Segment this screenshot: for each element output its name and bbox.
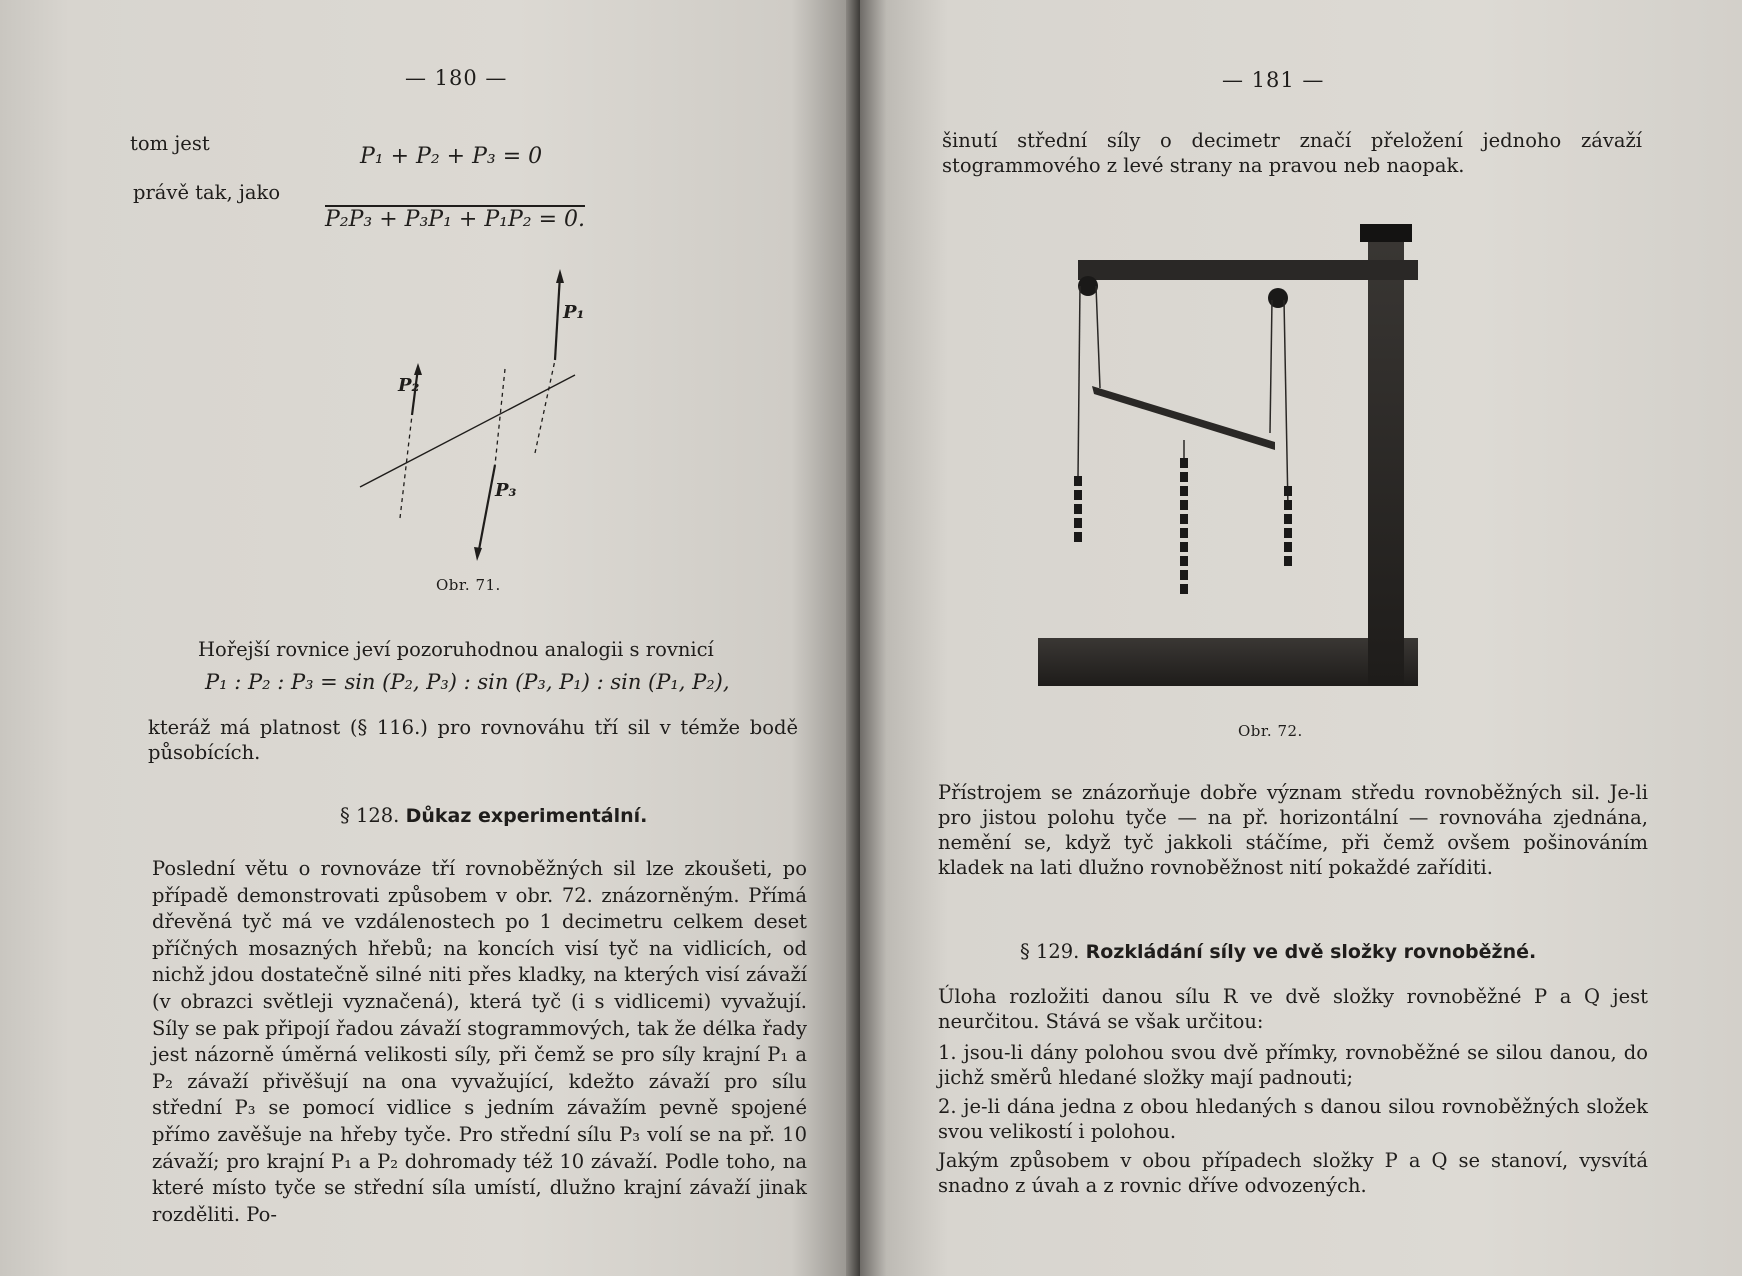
- para-continuation: šinutí střední síly o decimetr značí přeložení jednoho závaží stogrammového z levé strany na pravou neb naopak.: [942, 129, 1642, 177]
- figure-71: [340, 265, 660, 575]
- para-task: Úloha rozložiti danou sílu R ve dvě složky rovnoběžné P a Q jest neurčitou. Stává se však určitou:: [938, 985, 1648, 1033]
- apparatus-base: [1038, 638, 1418, 686]
- page-number-right: — 181 —: [1222, 68, 1325, 92]
- list-item-2: 2. je-li dána jedna z obou hledaných s danou silou rovnoběžných složek svou velikostí i polohou.: [938, 1095, 1648, 1143]
- pulley-right: [1268, 288, 1288, 308]
- label-p1: P₁: [563, 302, 585, 323]
- para-analogy-rest: kteráž má platnost (§ 116.) pro rovnováhu tří sil v témže bodě působících.: [148, 716, 798, 764]
- para-apparatus: Přístrojem se znázorňuje dobře význam středu rovnoběžných sil. Je-li pro jistou polohu tyče — na př. horizontální — rovnováha zjednána, nemění se, když tyč jakkoli stáčíme, při čemž ovšem pošinováním kladek na lati dlužno rovnoběžnost nití pokaždé zaříditi.: [938, 781, 1648, 879]
- section-129-number: § 129.: [1020, 940, 1080, 963]
- para-final: Jakým způsobem v obou případech složky P a Q se stanoví, vysvítá snadno z úvah a z rovnic dříve odvozených.: [938, 1149, 1648, 1197]
- pulley-left: [1078, 276, 1098, 296]
- p3-dashed: [495, 369, 505, 465]
- section-128-title: Důkaz experimentální.: [405, 805, 648, 827]
- equation-sum-segments: P₂P₃ + P₃P₁ + P₁P₂ = 0.: [325, 207, 585, 232]
- para-analogy-line1: Hořejší rovnice jeví pozoruhodnou analogii s rovnicí: [198, 638, 714, 661]
- para-experiment: Poslední větu o rovnováze tří rovnoběžných sil lze zkoušeti, po případě demonstrovati způsobem v obr. 72. znázorněným. Přímá dřevěná tyč má ve vzdálenostech po 1 decimetru celkem deset příčných mosazných hřebů; na koncích visí tyč na vidlicích, od nichž jdou dostatečně silné niti přes kladky, na kterých visí závaží (v obrazci světleji vyznačená), která tyč (i s vidlicemi) vyvažují. Síly se pak připojí řadou závaží stogrammových, tak že délka řady jest názorně úměrná velikosti síly, při čemž se pro síly krajní P₁ a P₂ závaží přivěšují na ona vyvažující, kdežto závaží pro sílu střední P₃ se pomocí vidlice s jedním závažím pevně spojené přímo zavěšuje na hřeby tyče. Pro střední sílu P₃ volí se na př. 10 závaží; pro krajní P₁ a P₂ dohromady též 10 závaží. Podle toho, na které místo tyče se střední síla umístí, dlužno krajní závaží jinak rozděliti. Po-: [152, 857, 807, 1226]
- transversal-line: [360, 375, 575, 487]
- equation-sum-forces: P₁ + P₂ + P₃ = 0: [360, 144, 543, 169]
- page-number-left: — 180 —: [405, 66, 508, 90]
- label-p2: P₂: [398, 375, 420, 396]
- section-128-number: § 128.: [340, 804, 400, 827]
- label-tom-jest: tom jest: [130, 132, 210, 155]
- section-129-title: Rozkládání síly ve dvě složky rovnoběžné.: [1085, 941, 1537, 963]
- p3-arrow: [478, 465, 495, 555]
- list-item-1: 1. jsou-li dány polohou svou dvě přímky, rovnoběžné se silou danou, do jichž směrů hledané složky mají padnouti;: [938, 1041, 1648, 1089]
- p1-arrowhead: [556, 269, 564, 283]
- label-p3: P₃: [495, 480, 517, 501]
- figure-72-caption: Obr. 72.: [1238, 722, 1303, 740]
- section-129-heading: [1020, 940, 1536, 963]
- figure-72: [1038, 218, 1498, 698]
- right-page: [860, 0, 1742, 1276]
- figure-71-caption: Obr. 71.: [436, 576, 501, 594]
- left-page: [0, 0, 860, 1276]
- p1-arrow: [555, 275, 560, 360]
- p2-dashed: [400, 415, 412, 518]
- section-128-heading: [340, 804, 647, 827]
- p3-arrowhead: [474, 547, 482, 561]
- p1-dashed: [535, 360, 555, 453]
- apparatus-post: [1368, 230, 1404, 686]
- p2-arrowhead: [414, 363, 422, 375]
- equation-sine-ratio: P₁ : P₂ : P₃ = sin (P₂, P₃) : sin (P₃, P₁) : sin (P₁, P₂),: [205, 670, 730, 694]
- top-beam: [1078, 260, 1418, 280]
- label-prave-tak-jako: právě tak, jako: [133, 181, 281, 204]
- post-cap: [1360, 224, 1412, 242]
